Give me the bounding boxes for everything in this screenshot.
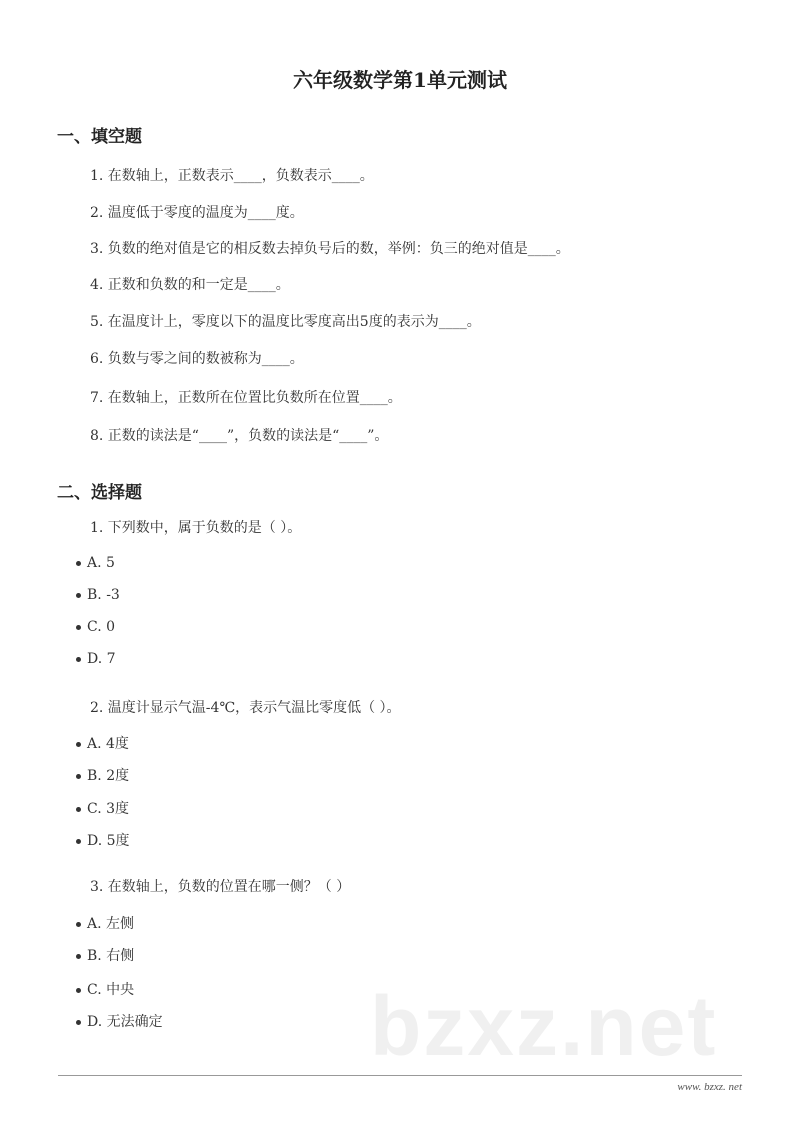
question-item: 1. 在数轴上，正数表示____，负数表示____。: [90, 168, 374, 184]
option-label: C. 0: [87, 619, 116, 635]
question-item: 6. 负数与零之间的数被称为____。: [90, 351, 304, 367]
option-item: [76, 765, 129, 785]
footer-url: www. bzxz. net: [677, 1081, 742, 1093]
option-item: [76, 555, 115, 571]
question-item: 5. 在温度计上，零度以下的温度比零度高出5度的表示为____。: [90, 314, 481, 330]
bullet-icon: [76, 593, 81, 598]
option-label: C. 3度: [87, 801, 130, 817]
bullet-icon: [76, 839, 81, 844]
option-item: [76, 913, 134, 933]
bullet-icon: [76, 742, 81, 747]
bullet-icon: [76, 954, 81, 959]
option-label: C. 中央: [87, 982, 135, 998]
question-item: 7. 在数轴上，正数所在位置比负数所在位置____。: [90, 390, 402, 406]
watermark: bzxz.net: [370, 979, 718, 1073]
option-label: A. 左侧: [87, 916, 135, 932]
bullet-icon: [76, 657, 81, 662]
footer-divider: [58, 1075, 742, 1076]
bullet-icon: [76, 1020, 81, 1025]
option-label: B. 右侧: [87, 948, 135, 964]
question-item: 8. 正数的读法是“____”，负数的读法是“____”。: [90, 428, 389, 444]
bullet-icon: [76, 561, 81, 566]
section-heading-fill-blank: 一、填空题: [57, 127, 142, 147]
option-label: A. 5: [87, 555, 115, 571]
choice-question: 1. 下列数中，属于负数的是（ ）。: [90, 520, 302, 536]
option-label: D. 7: [87, 651, 116, 667]
bullet-icon: [76, 807, 81, 812]
option-label: A. 4度: [87, 736, 129, 752]
bullet-icon: [76, 625, 81, 630]
question-item: 3. 负数的绝对值是它的相反数去掉负号后的数，举例：负三的绝对值是____。: [90, 241, 570, 257]
section-heading-choice: 二、选择题: [57, 483, 142, 503]
question-item: 4. 正数和负数的和一定是____。: [90, 277, 290, 293]
bullet-icon: [76, 922, 81, 927]
option-label: B. -3: [87, 587, 120, 603]
option-item: [76, 587, 120, 603]
choice-question: 2. 温度计显示气温-4℃，表示气温比零度低（ ）。: [90, 700, 401, 716]
option-label: B. 2度: [87, 768, 130, 784]
option-item: [76, 945, 134, 965]
option-label: D. 5度: [87, 833, 130, 849]
option-item: [76, 1011, 163, 1031]
bullet-icon: [76, 774, 81, 779]
option-item: [76, 651, 116, 667]
option-item: [76, 619, 115, 635]
page-title: 六年级数学第1单元测试: [293, 68, 507, 92]
option-label: D. 无法确定: [87, 1014, 163, 1030]
option-item: [76, 733, 129, 753]
choice-question: 3. 在数轴上，负数的位置在哪一侧？（ ）: [90, 879, 351, 895]
bullet-icon: [76, 988, 81, 993]
option-item: [76, 798, 129, 818]
option-item: [76, 830, 130, 850]
question-item: 2. 温度低于零度的温度为____度。: [90, 205, 304, 221]
option-item: [76, 979, 134, 999]
